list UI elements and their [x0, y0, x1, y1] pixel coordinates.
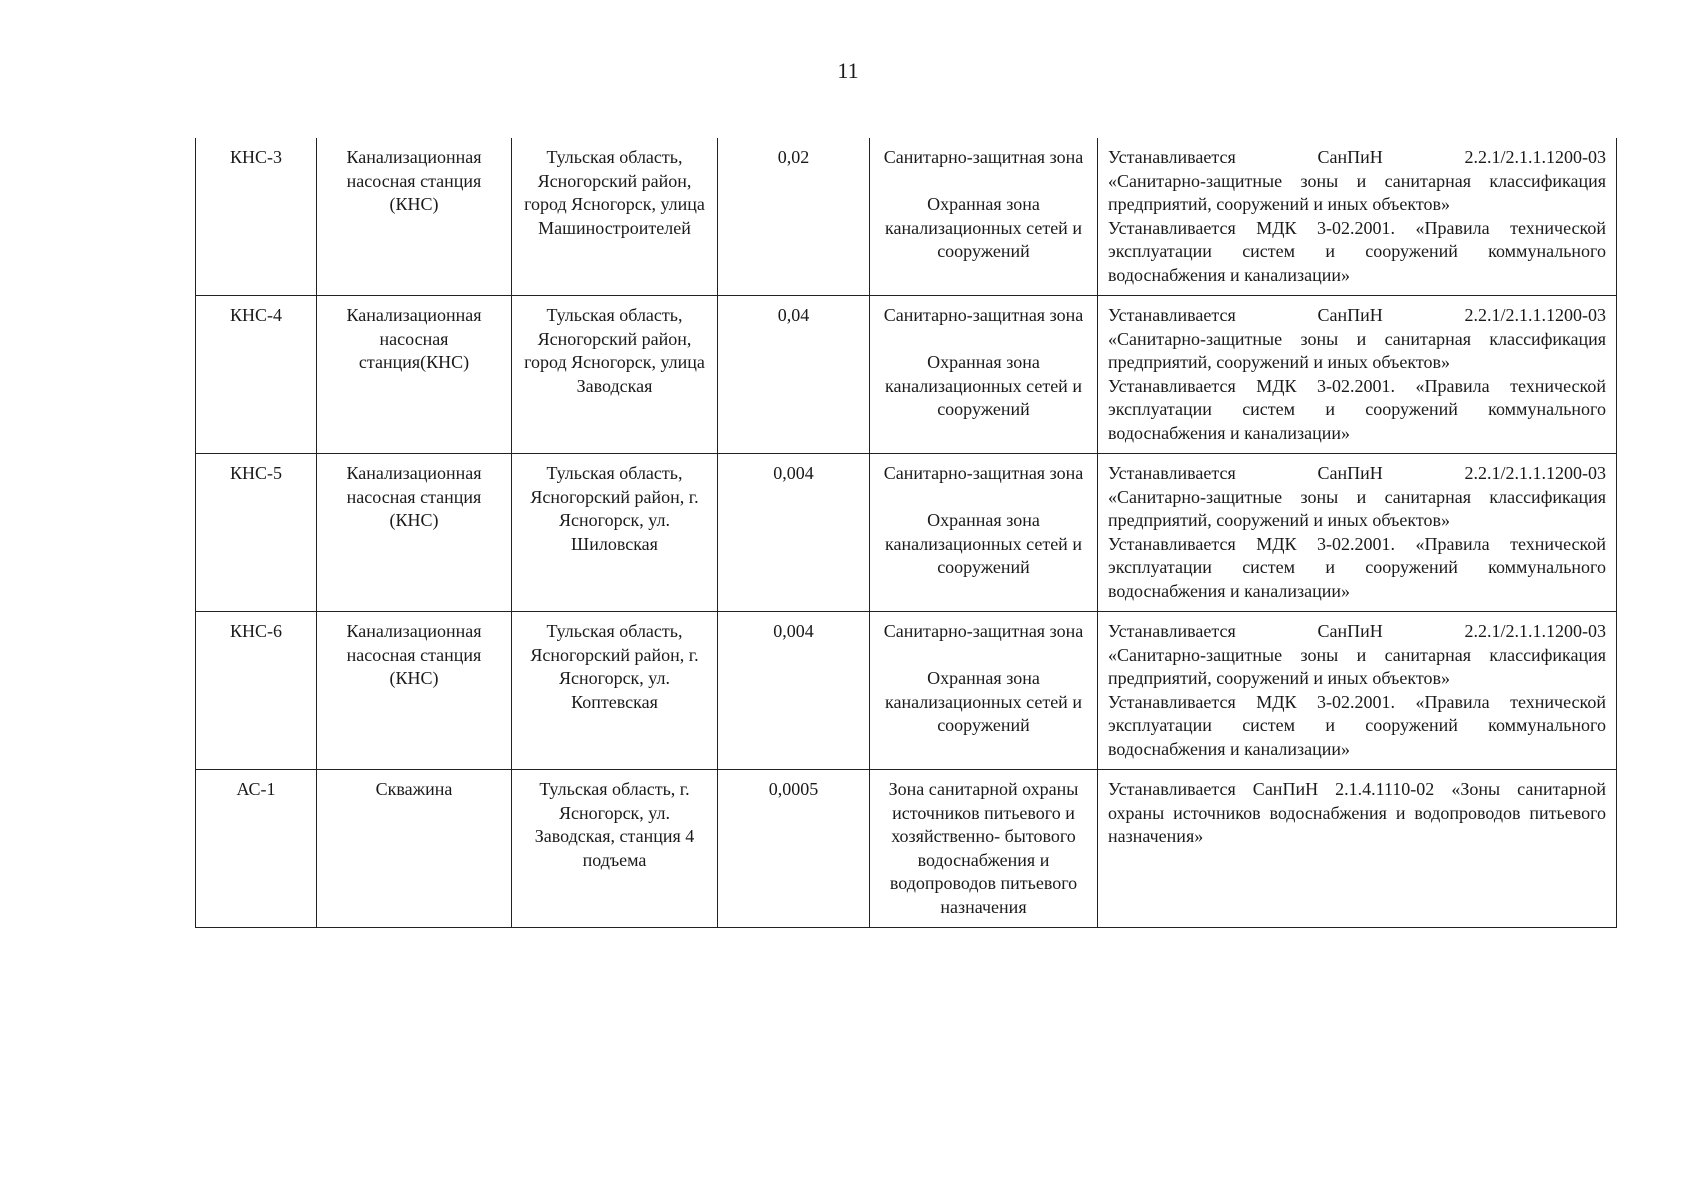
page-number: 11	[837, 58, 859, 83]
object-address: Тульская область, Ясногорский район, г. Ясногорск, ул. Шиловская	[512, 454, 718, 612]
zone-type-cell	[870, 612, 1098, 770]
object-code: КНС-5	[196, 454, 317, 612]
basis-sanpin-title: «Санитарно-защитные зоны и санитарная классификация предприятий, сооружений и иных объектов»	[1108, 328, 1606, 372]
object-area: 0,04	[718, 296, 870, 454]
object-code: АС-1	[196, 770, 317, 928]
basis-word: СанПиН	[1317, 147, 1383, 167]
object-area: 0,004	[718, 454, 870, 612]
zone-type-secondary: Охранная зона канализационных сетей и сооружений	[885, 352, 1082, 419]
object-code: КНС-3	[196, 138, 317, 296]
table-row	[196, 770, 1617, 928]
basis-mdk: Устанавливается МДК 3-02.2001. «Правила технической эксплуатации систем и сооружений коммунального водоснабжения и канализации»	[1108, 691, 1606, 759]
zone-type-secondary: Охранная зона канализационных сетей и сооружений	[885, 668, 1082, 735]
basis-word: СанПиН	[1317, 305, 1383, 325]
basis-word: СанПиН	[1317, 463, 1383, 483]
basis-sanpin-title: «Санитарно-защитные зоны и санитарная классификация предприятий, сооружений и иных объектов»	[1108, 486, 1606, 530]
legal-basis-cell	[1098, 612, 1617, 770]
object-name: Канализационная насосная станция (КНС)	[317, 612, 512, 770]
object-address: Тульская область, Ясногорский район, город Ясногорск, улица Заводская	[512, 296, 718, 454]
basis-sanpin-title: «Санитарно-защитные зоны и санитарная классификация предприятий, сооружений и иных объектов»	[1108, 170, 1606, 214]
zone-type-primary: Санитарно-защитная зона	[883, 147, 1084, 167]
zone-type-primary: Санитарно-защитная зона	[883, 463, 1084, 483]
object-area: 0,0005	[718, 770, 870, 928]
basis-mdk: Устанавливается МДК 3-02.2001. «Правила технической эксплуатации систем и сооружений коммунального водоснабжения и канализации»	[1108, 375, 1606, 443]
legal-basis-cell	[1098, 296, 1617, 454]
object-address: Тульская область, Ясногорский район, г. Ясногорск, ул. Коптевская	[512, 612, 718, 770]
legal-basis-cell	[1098, 138, 1617, 296]
object-area: 0,02	[718, 138, 870, 296]
basis-word: Устанавливается	[1108, 147, 1236, 167]
zone-type-secondary: Охранная зона канализационных сетей и сооружений	[885, 510, 1082, 577]
basis-word: 2.2.1/2.1.1.1200-03	[1464, 147, 1606, 167]
basis-word: 2.2.1/2.1.1.1200-03	[1464, 305, 1606, 325]
zone-type-primary: Санитарно-защитная зона	[883, 305, 1084, 325]
basis-mdk: Устанавливается МДК 3-02.2001. «Правила технической эксплуатации систем и сооружений коммунального водоснабжения и канализации»	[1108, 217, 1606, 285]
object-name: Канализационная насосная станция(КНС)	[317, 296, 512, 454]
zone-type-cell	[870, 138, 1098, 296]
object-name: Канализационная насосная станция (КНС)	[317, 138, 512, 296]
zone-type-cell	[870, 296, 1098, 454]
object-area: 0,004	[718, 612, 870, 770]
table-row	[196, 138, 1617, 296]
basis-word: СанПиН	[1317, 621, 1383, 641]
basis-word: Устанавливается	[1108, 463, 1236, 483]
object-code: КНС-6	[196, 612, 317, 770]
object-name: Канализационная насосная станция (КНС)	[317, 454, 512, 612]
table-row	[196, 612, 1617, 770]
zone-type-primary: Зона санитарной охраны источников питьевого и хозяйственно- бытового водоснабжения и водопроводов питьевого назначения	[870, 770, 1098, 928]
basis-word: Устанавливается	[1108, 305, 1236, 325]
legal-basis-cell	[1098, 454, 1617, 612]
zone-type-secondary: Охранная зона канализационных сетей и сооружений	[885, 194, 1082, 261]
basis-mdk: Устанавливается МДК 3-02.2001. «Правила технической эксплуатации систем и сооружений коммунального водоснабжения и канализации»	[1108, 533, 1606, 601]
object-address: Тульская область, Ясногорский район, город Ясногорск, улица Машиностроителей	[512, 138, 718, 296]
table-row	[196, 296, 1617, 454]
legal-basis-cell: Устанавливается СанПиН 2.1.4.1110-02 «Зоны санитарной охраны источников водоснабжения и водопроводов питьевого назначения»	[1098, 770, 1617, 928]
zones-table	[195, 138, 1617, 928]
zone-type-cell	[870, 454, 1098, 612]
basis-word: 2.2.1/2.1.1.1200-03	[1464, 463, 1606, 483]
zone-type-primary: Санитарно-защитная зона	[883, 621, 1084, 641]
object-name: Скважина	[317, 770, 512, 928]
table-row	[196, 454, 1617, 612]
basis-word: Устанавливается	[1108, 621, 1236, 641]
object-address: Тульская область, г. Ясногорск, ул. Заводская, станция 4 подъема	[512, 770, 718, 928]
basis-word: 2.2.1/2.1.1.1200-03	[1464, 621, 1606, 641]
object-code: КНС-4	[196, 296, 317, 454]
basis-sanpin-title: «Санитарно-защитные зоны и санитарная классификация предприятий, сооружений и иных объектов»	[1108, 644, 1606, 688]
